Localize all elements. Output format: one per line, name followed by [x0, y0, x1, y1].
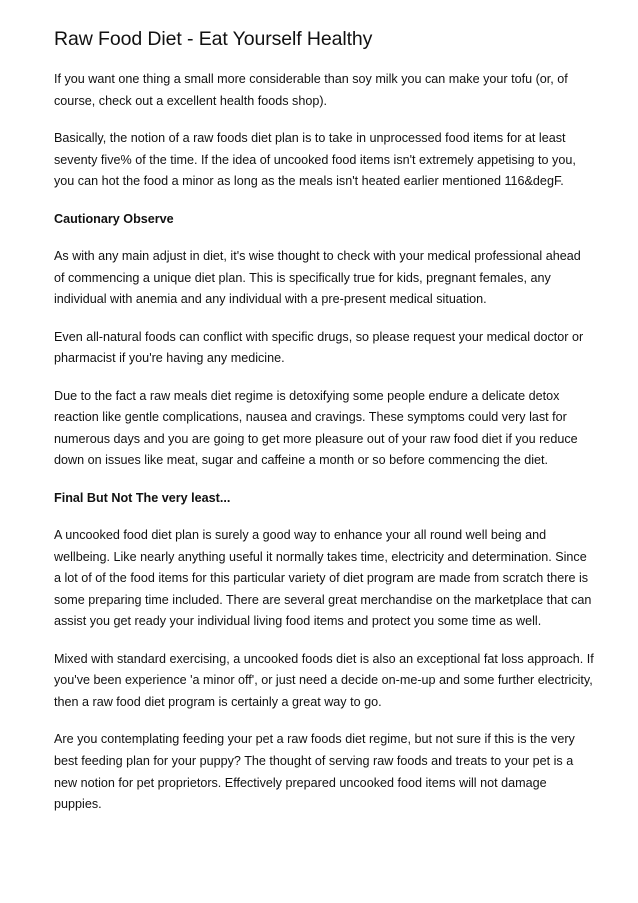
paragraph: If you want one thing a small more considerable than soy milk you can make your tofu (or, of course, check out a excellent health foods shop).	[54, 72, 568, 108]
page-title: Raw Food Diet - Eat Yourself Healthy	[54, 28, 373, 50]
paragraph: Are you contemplating feeding your pet a raw foods diet regime, but not sure if this is the very best feeding plan for your puppy? The thought of serving raw foods and treats to your pet is a new notion for pet proprietors. Effectively prepared uncooked food items will not damage puppies.	[54, 732, 575, 812]
paragraph: A uncooked food diet plan is surely a good way to enhance your all round well being and wellbeing. Like nearly anything useful it normally takes time, electricity and determination. Since a lot of of the food items for this particular variety of diet program are made from scratch there is some preparing time included. There are several great merchandise on the marketplace that can assist you get ready your individual living food items and protect you some time as well.	[54, 528, 592, 629]
paragraph: As with any main adjust in diet, it's wise thought to check with your medical professional ahead of commencing a unique diet plan. This is specifically true for kids, pregnant females, any individual with anemia and any individual with a pre-present medical situation.	[54, 248, 581, 307]
paragraph: Basically, the notion of a raw foods diet plan is to take in unprocessed food items for at least seventy five% of the time. If the idea of uncooked food items isn't extremely appetising to you, you can hot the food a minor as long as the meals isn't heated earlier mentioned 116&degF.	[54, 130, 576, 189]
document-body	[54, 69, 594, 816]
paragraph: Even all-natural foods can conflict with specific drugs, so please request your medical doctor or pharmacist if you're having any medicine.	[54, 329, 584, 366]
section-heading: Final But Not The very least...	[54, 490, 231, 505]
document-page	[54, 26, 594, 832]
paragraph: Mixed with standard exercising, a uncooked foods diet is also an exceptional fat loss approach. If you've been experience 'a minor off', or just need a decide on-me-up and some further electricity, then a raw food diet program is certainly a great way to go.	[54, 651, 594, 710]
section-heading: Cautionary Observe	[54, 211, 174, 226]
paragraph: Due to the fact a raw meals diet regime is detoxifying some people endure a delicate detox reaction like gentle complications, nausea and cravings. These symptoms could very last for numerous days and you are going to get more pleasure out of your raw food diet if you reduce down on issues like meat, sugar and caffeine a month or so before commencing the diet.	[54, 388, 578, 468]
